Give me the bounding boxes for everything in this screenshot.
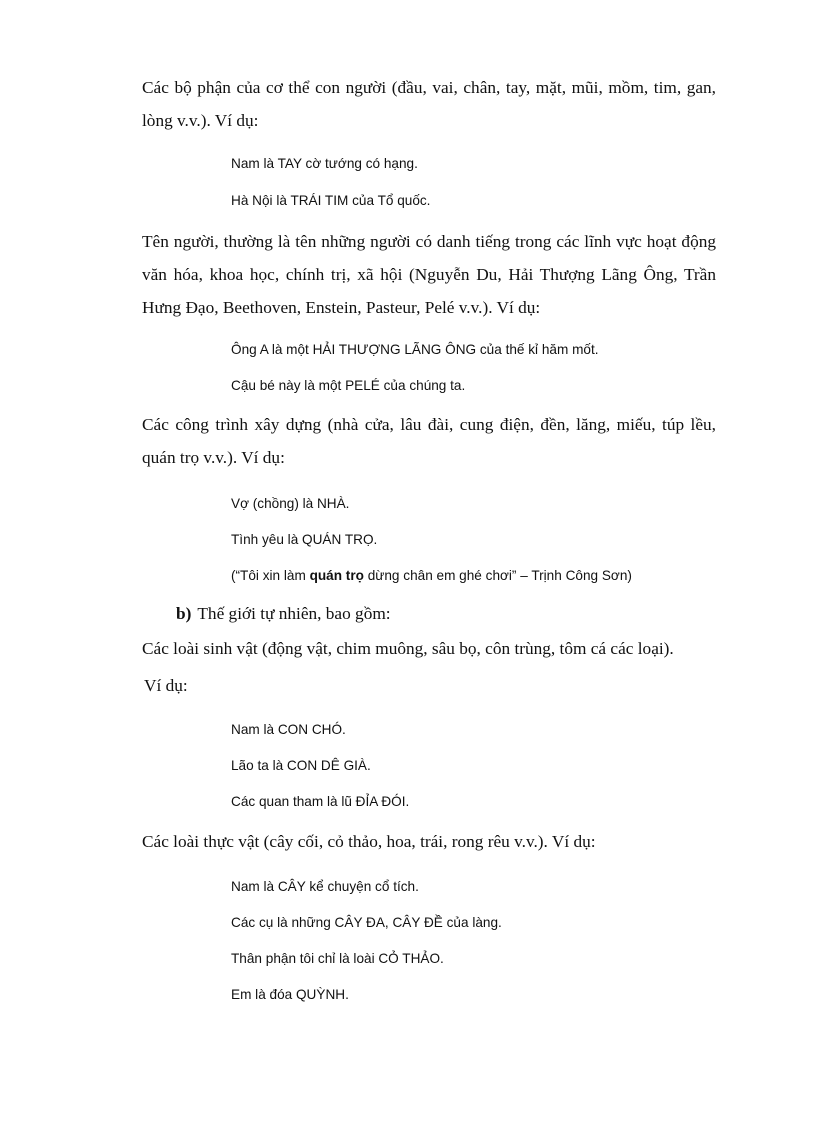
- quote-open: (“Tôi xin làm: [231, 568, 310, 583]
- paragraph-names: Tên người, thường là tên những người có danh tiếng trong các lĩnh vực hoạt động văn hóa, khoa học, chính trị, xã hội (Nguyễn Du, Hải Thượng Lãng Ông, Trần Hưng Đạo, Beethoven, Enstein, Pasteur, Pelé v.v.). Ví dụ:: [142, 232, 716, 317]
- example-line: Em là đóa QUỲNH.: [231, 987, 349, 1002]
- vidu-label: Ví dụ:: [144, 676, 188, 695]
- quote-bold: quán trọ: [309, 568, 364, 583]
- section-title: Thế giới tự nhiên, bao gồm:: [197, 604, 391, 623]
- example-line: Vợ (chồng) là NHÀ.: [231, 496, 350, 511]
- example-line: Các cụ là những CÂY ĐA, CÂY ĐỀ của làng.: [231, 915, 502, 930]
- paragraph-buildings: Các công trình xây dựng (nhà cửa, lâu đài, cung điện, đền, lăng, miếu, túp lều, quán trọ v.v.). Ví dụ:: [142, 415, 716, 467]
- example-line: Nam là TAY cờ tướng có hạng.: [231, 156, 418, 171]
- example-line: Hà Nội là TRÁI TIM của Tổ quốc.: [231, 193, 431, 208]
- paragraph-creatures: Các loài sinh vật (động vật, chim muông, sâu bọ, côn trùng, tôm cá các loại).: [142, 639, 674, 658]
- example-line: Thân phận tôi chỉ là loài CỎ THẢO.: [231, 951, 444, 966]
- section-heading-b: [176, 603, 391, 625]
- example-line: Các quan tham là lũ ĐỈA ĐÓI.: [231, 794, 410, 809]
- example-line: Cậu bé này là một PELÉ của chúng ta.: [231, 378, 466, 393]
- quote-line: [231, 567, 632, 585]
- example-line: Tình yêu là QUÁN TRỌ.: [231, 532, 378, 547]
- section-marker: b): [176, 604, 192, 623]
- example-line: Ông A là một HẢI THƯỢNG LÃNG ÔNG của thế kỉ hăm mốt.: [231, 342, 599, 357]
- paragraph-body-parts: Các bộ phận của cơ thể con người (đầu, vai, chân, tay, mặt, mũi, mồm, tim, gan, lòng v.v.). Ví dụ:: [142, 78, 716, 130]
- example-line: Nam là CÂY kể chuyện cổ tích.: [231, 879, 419, 894]
- example-line: Nam là CON CHÓ.: [231, 722, 346, 737]
- paragraph-plants: Các loài thực vật (cây cối, cỏ thảo, hoa, trái, rong rêu v.v.). Ví dụ:: [142, 832, 596, 851]
- example-line: Lão ta là CON DÊ GIÀ.: [231, 758, 371, 773]
- quote-close: dừng chân em ghé chơi” – Trịnh Công Sơn): [363, 568, 632, 583]
